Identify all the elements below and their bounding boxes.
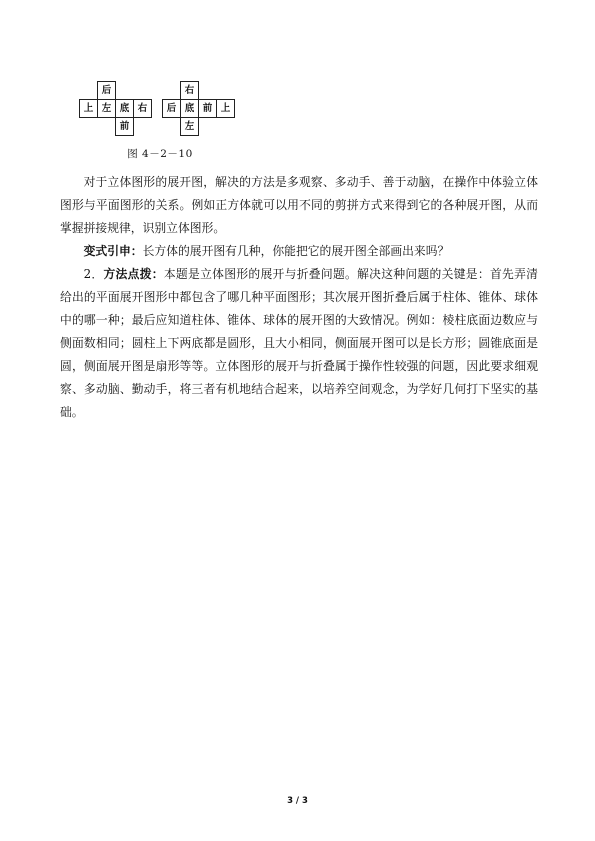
paragraph-1: 对于立体图形的展开图，解决的方法是多观察、多动手、善于动脑，在操作中体验立体图形与平面图形的关系。例如正方体就可以用不同的剪拼方式来得到它的各种展开图，从而掌握拼接规律，识别立体图形。 — [60, 175, 538, 235]
net2-face-top: 右 — [180, 81, 199, 100]
page-number: 3 / 3 — [287, 796, 308, 806]
figure-caption: 图 4－2－10 — [127, 148, 193, 160]
method-label: 方法点拨： — [103, 267, 164, 281]
net1-face-left2: 左 — [97, 99, 116, 118]
item-number: 2． — [83, 267, 104, 281]
net1-face-top: 后 — [97, 81, 116, 100]
body-text — [60, 171, 538, 424]
net2-face-bottom: 左 — [180, 117, 199, 136]
net1-face-left1: 上 — [79, 99, 98, 118]
variant-text: 长方体的展开图有几种，你能把它的展开图全部画出来吗？ — [142, 244, 450, 258]
paragraph-2 — [60, 240, 538, 263]
net2-face-right1: 前 — [198, 99, 217, 118]
paragraph-3 — [60, 263, 538, 424]
method-text: 本题是立体图形的展开与折叠问题。解决这种问题的关键是：首先弄清给出的平面展开图形中都包含了哪几种平面图形；其次展开图折叠后属于柱体、锥体、球体中的哪一种；最后应知道柱体、锥体、球体的展开图的大致情况。例如：棱柱底面边数应与侧面数相同；圆柱上下两底都是圆形，且大小相同，侧面展开图可以是长方形；圆锥底面是圆，侧面展开图是扇形等等。立体图形的展开与折叠属于操作性较强的问题，因此要求细观察、多动脑、勤动手，将三者有机地结合起来，以培养空间观念，为学好几何打下坚实的基础。 — [60, 267, 538, 419]
net1-face-bottom: 前 — [115, 117, 134, 136]
net2-face-center: 底 — [180, 99, 199, 118]
cube-net-figure — [0, 0, 595, 160]
net2-face-right2: 上 — [216, 99, 235, 118]
variant-label: 变式引申： — [83, 244, 143, 258]
net1-face-center: 底 — [115, 99, 134, 118]
net2-face-left: 后 — [162, 99, 181, 118]
net1-face-right: 右 — [133, 99, 152, 118]
